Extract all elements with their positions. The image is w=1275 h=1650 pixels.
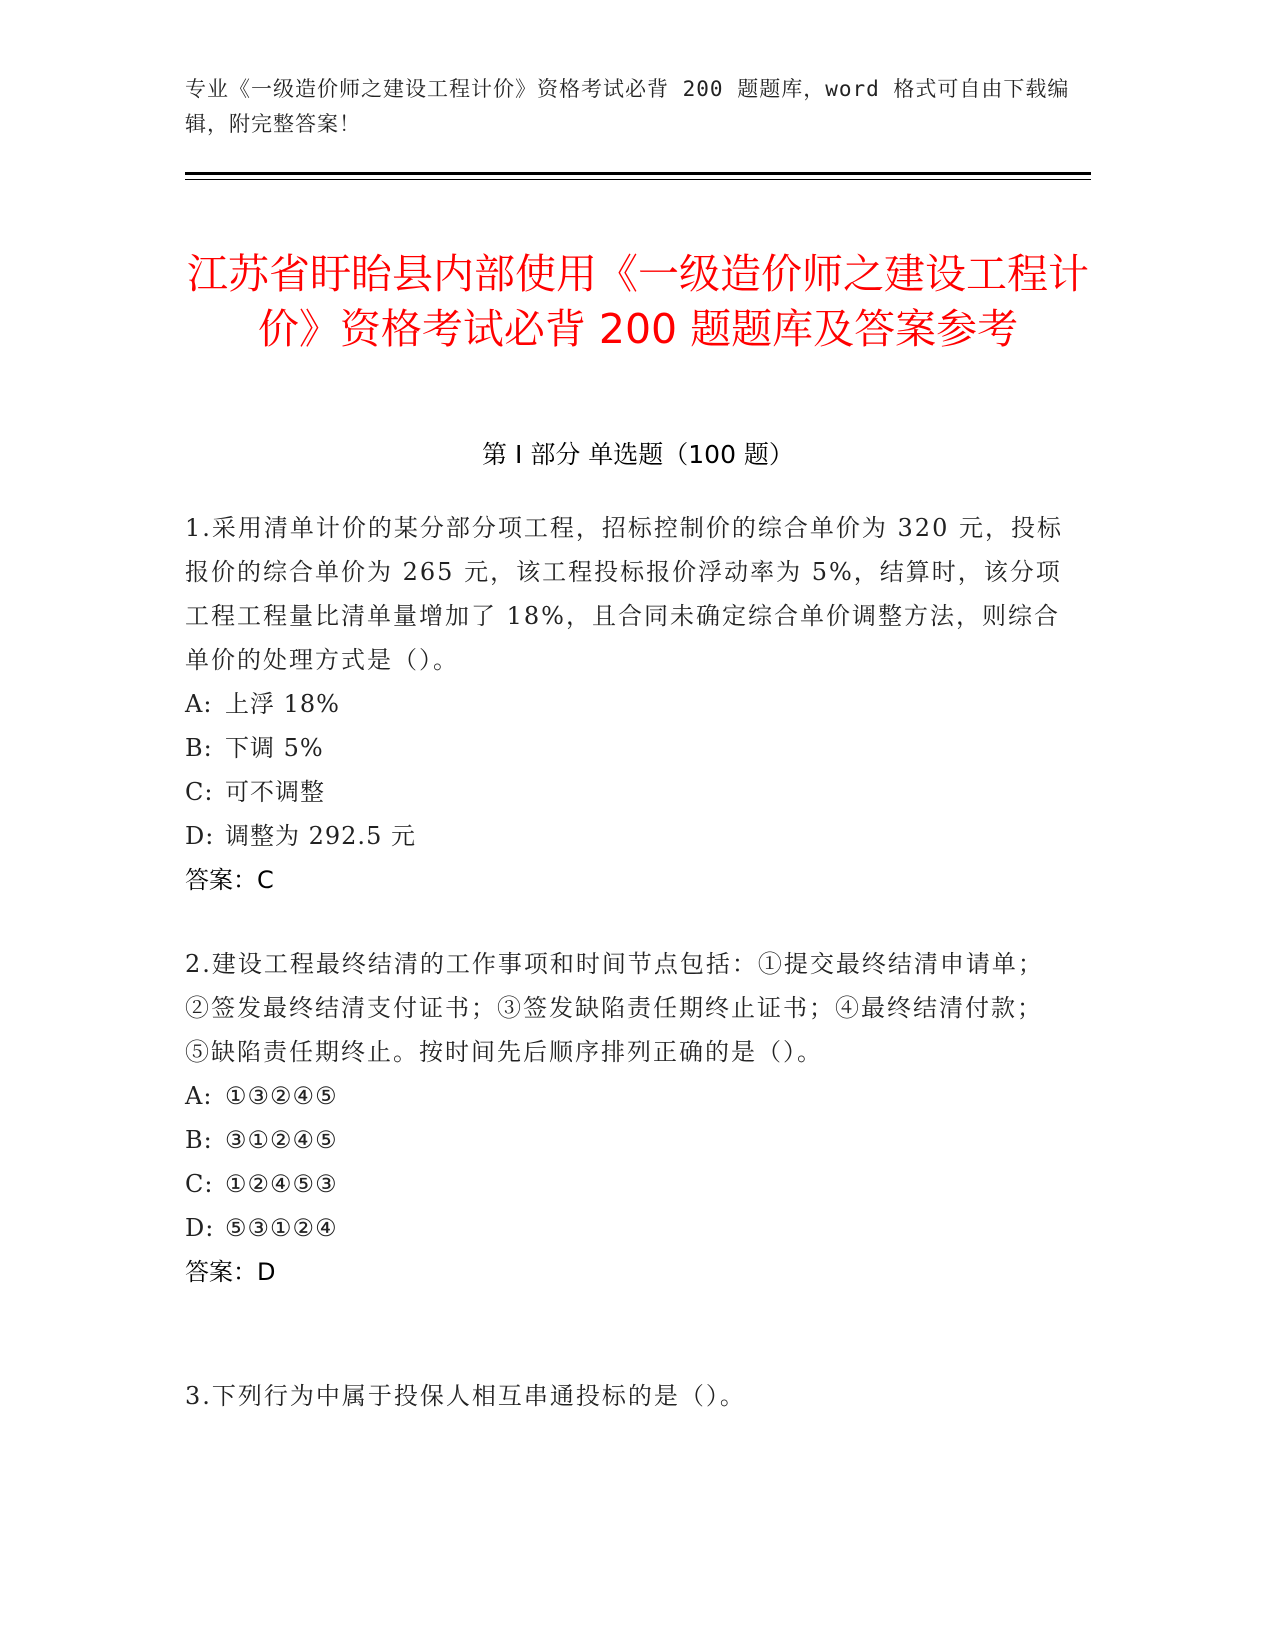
option-text: ①②④⑤③ <box>225 1170 338 1198</box>
section-heading: 第 I 部分 单选题（100 题） <box>482 440 794 469</box>
header-rule-thick <box>185 172 1091 175</box>
option-a <box>185 1074 1065 1118</box>
header-rule-thin <box>185 179 1091 180</box>
document-title: 江苏省盱眙县内部使用《一级造价师之建设工程计价》资格考试必背 200 题题库及答案参考 <box>187 250 1089 354</box>
option-letter: D: <box>185 822 215 850</box>
question-stem: 3.下列行为中属于投保人相互串通投标的是（）。 <box>185 1382 746 1410</box>
option-letter: B: <box>185 1126 213 1154</box>
option-c <box>185 770 1065 814</box>
option-a <box>185 682 1065 726</box>
option-text: 上浮 18% <box>225 690 340 718</box>
option-letter: D: <box>185 1214 215 1242</box>
option-b <box>185 1118 1065 1162</box>
option-d <box>185 1206 1065 1250</box>
option-text: ①③②④⑤ <box>225 1082 338 1110</box>
option-letter: A: <box>185 690 213 718</box>
option-text: 下调 5% <box>225 734 324 762</box>
option-text: 调整为 292.5 元 <box>225 822 416 850</box>
option-letter: C: <box>185 778 214 806</box>
option-text: ⑤③①②④ <box>225 1214 338 1242</box>
question-2 <box>185 942 1065 1294</box>
option-letter: C: <box>185 1170 214 1198</box>
option-letter: A: <box>185 1082 213 1110</box>
question-1 <box>185 506 1065 902</box>
option-d <box>185 814 1065 858</box>
option-text: ③①②④⑤ <box>225 1126 338 1154</box>
answer-label: 答案：D <box>185 1258 276 1286</box>
question-stem: 2.建设工程最终结清的工作事项和时间节点包括：①提交最终结清申请单；②签发最终结清支付证书；③签发缺陷责任期终止证书；④最终结清付款；⑤缺陷责任期终止。按时间先后顺序排列正确的是（）。 <box>185 950 1044 1066</box>
option-letter: B: <box>185 734 213 762</box>
intro-text: 专业《一级造价师之建设工程计价》资格考试必背 200 题题库，word 格式可自由下载编辑，附完整答案！ <box>185 77 1070 136</box>
question-3 <box>185 1374 1065 1418</box>
answer-label: 答案：C <box>185 866 274 894</box>
option-b <box>185 726 1065 770</box>
option-text: 可不调整 <box>225 778 325 806</box>
option-c <box>185 1162 1065 1206</box>
question-stem: 1.采用清单计价的某分部分项工程，招标控制价的综合单价为 320 元，投标报价的综合单价为 265 元，该工程投标报价浮动率为 5%，结算时，该分项工程工程量比清单量增加了 18%，且合同未确定综合单价调整方法，则综合单价的处理方式是（）。 <box>185 514 1063 674</box>
